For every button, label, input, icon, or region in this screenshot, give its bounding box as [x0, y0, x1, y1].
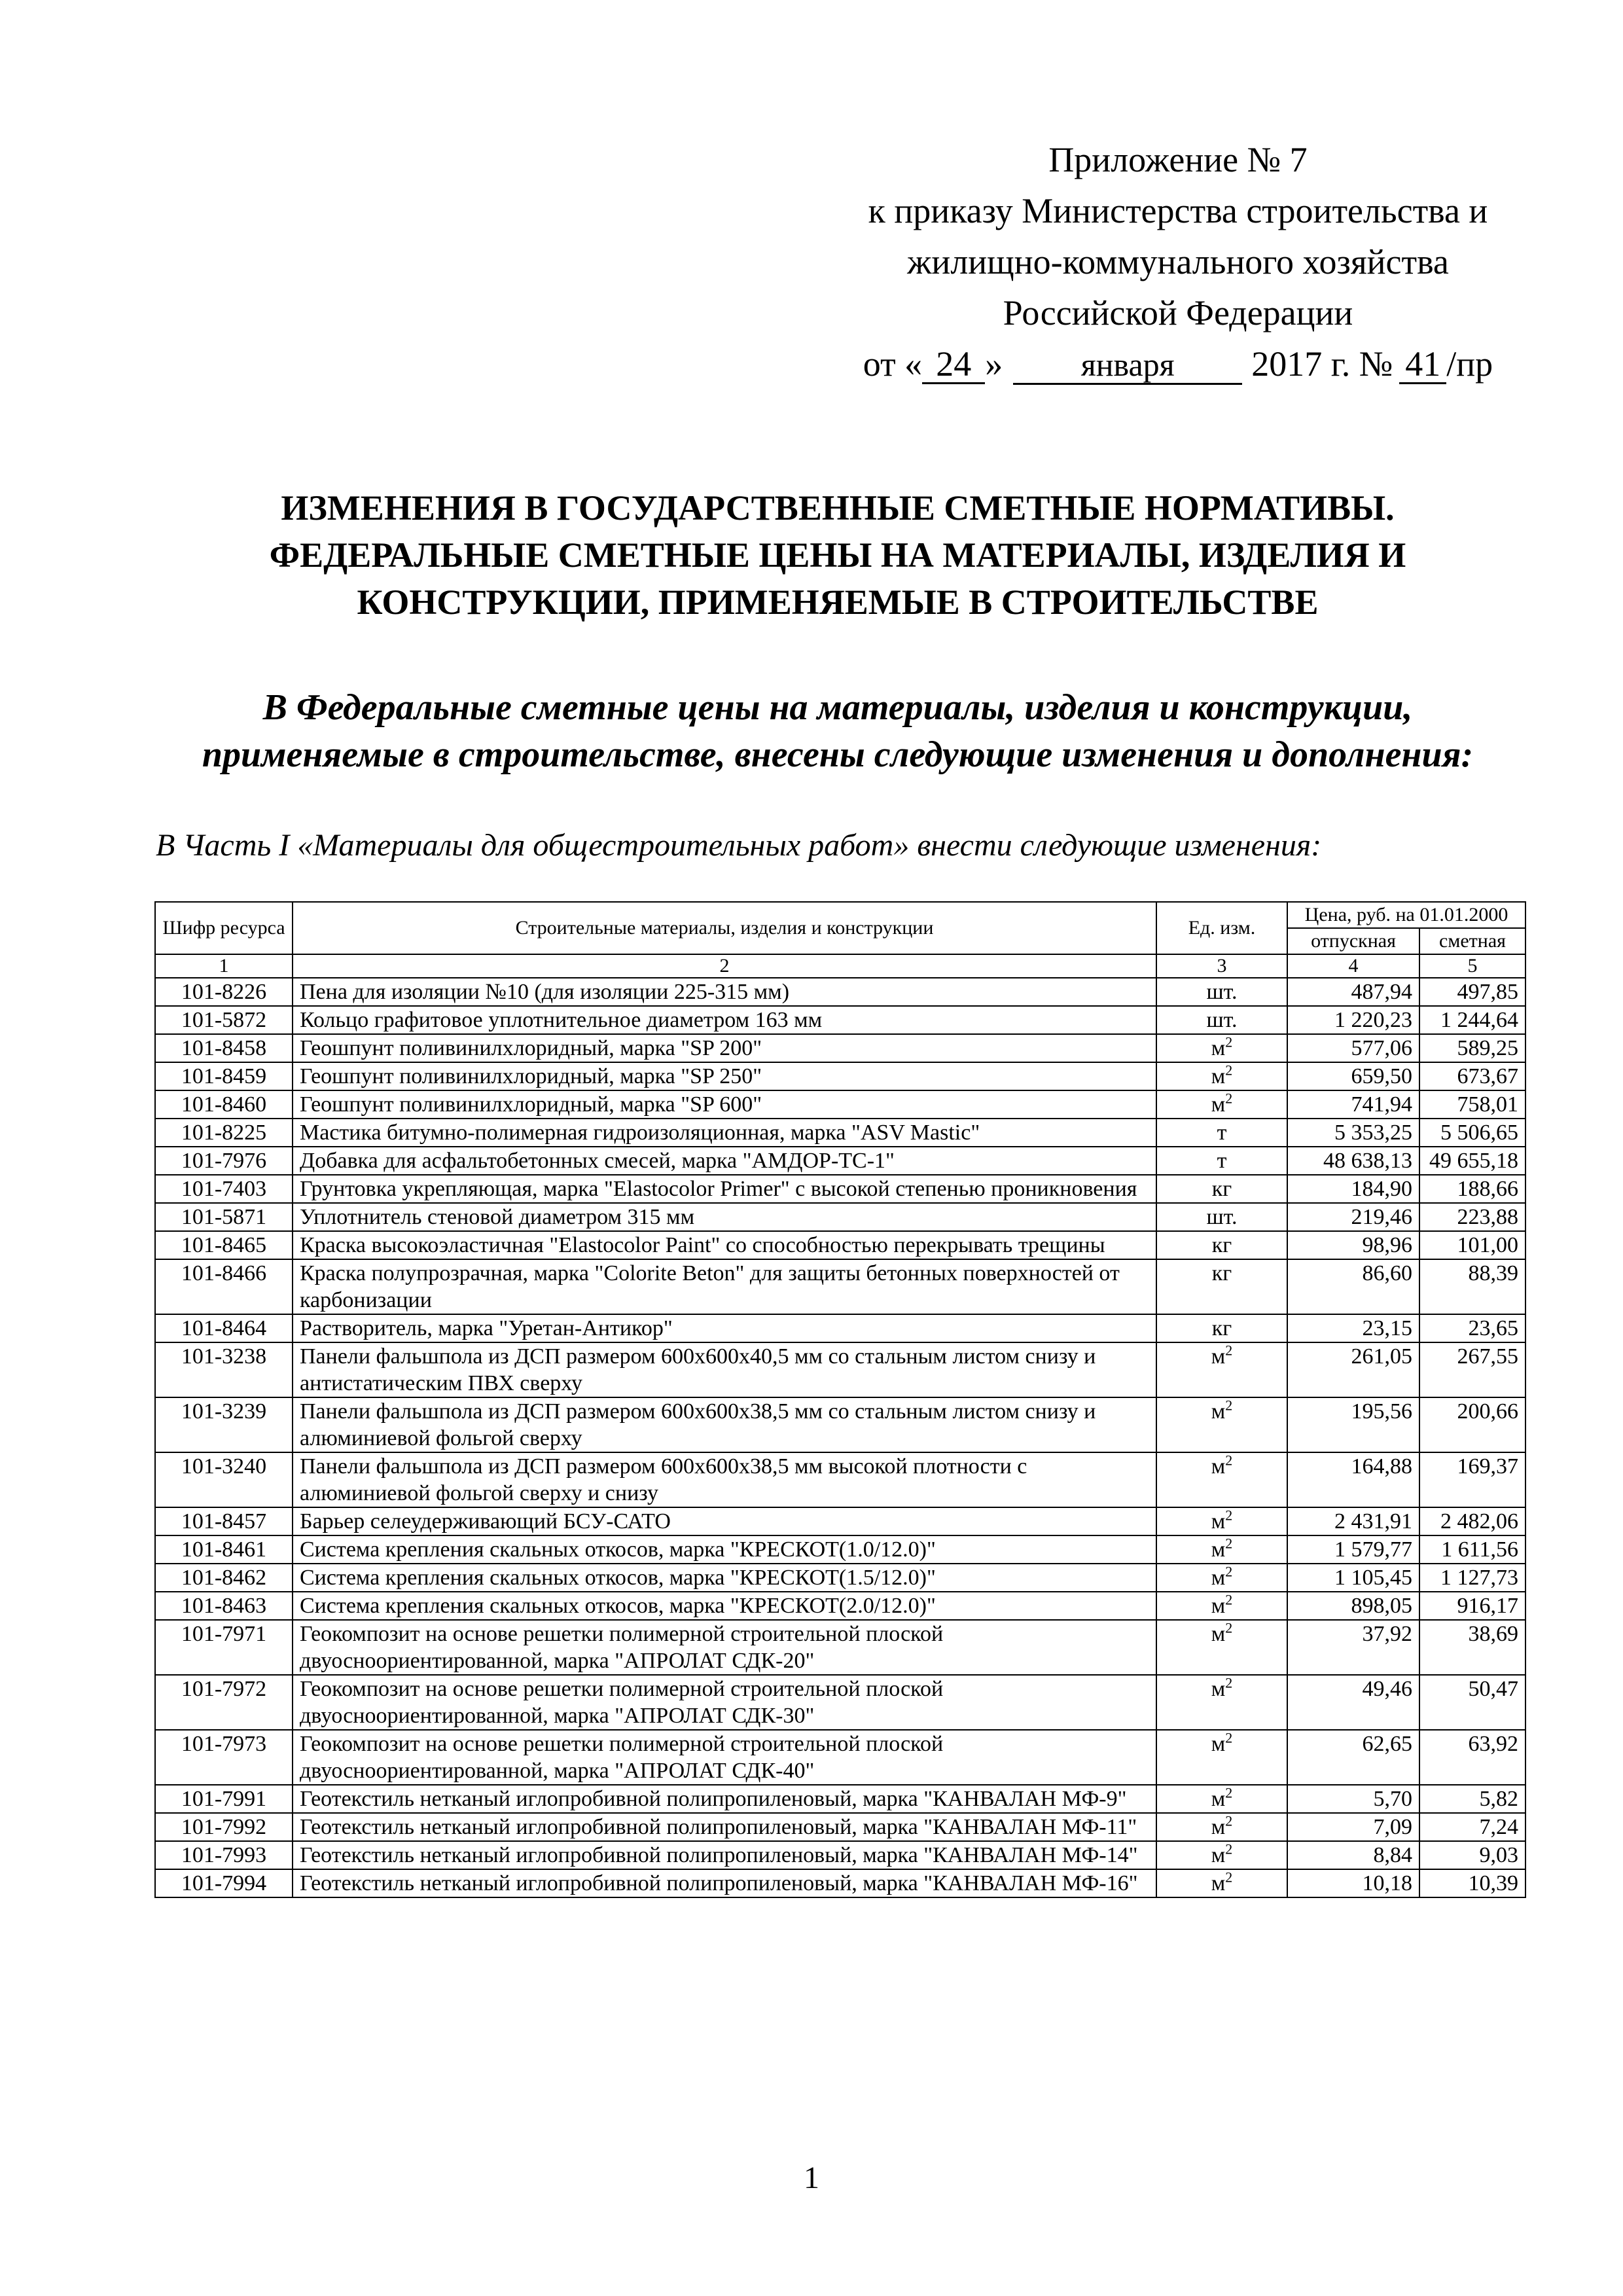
cell-code: 101-8225: [155, 1119, 293, 1147]
table-row: [155, 1535, 1525, 1564]
cell-unit: [1156, 1090, 1287, 1119]
cell-unit: [1156, 1620, 1287, 1675]
order-year: 2017 г. №: [1251, 344, 1393, 384]
cell-estimate-price: 63,92: [1419, 1730, 1525, 1785]
part-intro: В Часть I «Материалы для общестроительных работ» внести следующие изменения:: [156, 828, 1322, 863]
cell-name: Добавка для асфальтобетонных смесей, марка "АМДОР-ТС-1": [293, 1147, 1156, 1175]
unit-exponent: 2: [1225, 1452, 1233, 1469]
order-day: 24: [922, 346, 985, 384]
subtitle-line-2: применяемые в строительстве, внесены следующие изменения и дополнения:: [202, 734, 1474, 775]
cell-unit: [1156, 1397, 1287, 1452]
cell-unit: [1156, 1203, 1287, 1231]
cell-code: 101-7403: [155, 1175, 293, 1203]
cell-release-price: 487,94: [1287, 978, 1419, 1006]
cell-release-price: 184,90: [1287, 1175, 1419, 1203]
cell-unit: [1156, 1062, 1287, 1090]
cell-code: 101-8463: [155, 1592, 293, 1620]
cell-estimate-price: 88,39: [1419, 1259, 1525, 1314]
cell-name: Растворитель, марка "Уретан-Антикор": [293, 1314, 1156, 1342]
cell-name: Геотекстиль нетканый иглопробивной полипропиленовый, марка "КАНВАЛАН МФ-14": [293, 1841, 1156, 1869]
cell-code: 101-7992: [155, 1813, 293, 1841]
cell-code: 101-8461: [155, 1535, 293, 1564]
table-row: [155, 1006, 1525, 1034]
cell-code: 101-5871: [155, 1203, 293, 1231]
cell-code: 101-8462: [155, 1564, 293, 1592]
cell-code: 101-7976: [155, 1147, 293, 1175]
cell-unit: [1156, 1231, 1287, 1259]
table-row: [155, 1564, 1525, 1592]
unit-exponent: 2: [1225, 1507, 1233, 1524]
unit-text: м: [1211, 1399, 1226, 1424]
cell-unit: [1156, 1535, 1287, 1564]
unit-text: м: [1211, 1871, 1226, 1895]
cell-name: Система крепления скальных откосов, марка "КРЕСКОТ(1.5/12.0)": [293, 1564, 1156, 1592]
unit-text: м: [1211, 1344, 1226, 1369]
cell-name: Система крепления скальных откосов, марка "КРЕСКОТ(2.0/12.0)": [293, 1592, 1156, 1620]
table-row: [155, 1507, 1525, 1535]
cell-unit: [1156, 1119, 1287, 1147]
unit-text: м: [1211, 1843, 1226, 1867]
table-row: [155, 1034, 1525, 1062]
cell-name: Краска высокоэластичная "Elastocolor Paint" со способностью перекрывать трещины: [293, 1231, 1156, 1259]
table-row: [155, 1730, 1525, 1785]
cell-release-price: 5 353,25: [1287, 1119, 1419, 1147]
unit-text: м: [1211, 1677, 1226, 1701]
cell-release-price: 195,56: [1287, 1397, 1419, 1452]
cell-name: Геотекстиль нетканый иглопробивной полипропиленовый, марка "КАНВАЛАН МФ-11": [293, 1813, 1156, 1841]
unit-exponent: 2: [1225, 1342, 1233, 1359]
cell-unit: [1156, 1869, 1287, 1897]
unit-exponent: 2: [1225, 1674, 1233, 1691]
unit-exponent: 2: [1225, 1784, 1233, 1801]
cell-name: Геокомпозит на основе решетки полимерной строительной плоской двуосноориентированной, марка "АПРОЛАТ СДК-40": [293, 1730, 1156, 1785]
order-reference-line-3: Российской Федерации: [1003, 293, 1353, 332]
cell-release-price: 23,15: [1287, 1314, 1419, 1342]
cell-estimate-price: 49 655,18: [1419, 1147, 1525, 1175]
column-number: 4: [1287, 954, 1419, 978]
title-line-2: ФЕДЕРАЛЬНЫЕ СМЕТНЫЕ ЦЕНЫ НА МАТЕРИАЛЫ, ИЗДЕЛИЯ И: [269, 535, 1406, 575]
table-row: [155, 1592, 1525, 1620]
cell-estimate-price: 200,66: [1419, 1397, 1525, 1452]
cell-release-price: 10,18: [1287, 1869, 1419, 1897]
cell-unit: [1156, 1813, 1287, 1841]
header-price-group: Цена, руб. на 01.01.2000: [1287, 902, 1525, 928]
cell-unit: [1156, 1259, 1287, 1314]
order-number: 41: [1399, 346, 1446, 384]
table-row: [155, 1259, 1525, 1314]
title-line-1: ИЗМЕНЕНИЯ В ГОСУДАРСТВЕННЫЕ СМЕТНЫЕ НОРМАТИВЫ.: [281, 488, 1395, 528]
cell-code: 101-7972: [155, 1675, 293, 1730]
cell-unit: [1156, 1592, 1287, 1620]
unit-text: кг: [1211, 1261, 1232, 1285]
cell-estimate-price: 267,55: [1419, 1342, 1525, 1397]
unit-text: м: [1211, 1815, 1226, 1839]
unit-exponent: 2: [1225, 1619, 1233, 1636]
unit-text: т: [1217, 1121, 1227, 1145]
table-row: [155, 1342, 1525, 1397]
cell-release-price: 48 638,13: [1287, 1147, 1419, 1175]
header-code: Шифр ресурса: [155, 902, 293, 954]
column-number: 1: [155, 954, 293, 978]
column-number: 5: [1419, 954, 1525, 978]
table-row: [155, 1175, 1525, 1203]
header-unit: Ед. изм.: [1156, 902, 1287, 954]
cell-estimate-price: 188,66: [1419, 1175, 1525, 1203]
unit-text: м: [1211, 1594, 1226, 1618]
cell-unit: [1156, 1175, 1287, 1203]
subtitle-line-1: В Федеральные сметные цены на материалы, изделия и конструкции,: [262, 687, 1413, 728]
order-reference-line-2: жилищно-коммунального хозяйства: [907, 242, 1449, 281]
unit-text: кг: [1211, 1233, 1232, 1257]
cell-release-price: 86,60: [1287, 1259, 1419, 1314]
document-header: [812, 134, 1544, 389]
table-row: [155, 1452, 1525, 1507]
cell-release-price: 1 105,45: [1287, 1564, 1419, 1592]
cell-estimate-price: 10,39: [1419, 1869, 1525, 1897]
cell-unit: [1156, 1452, 1287, 1507]
cell-name: Геошпунт поливинилхлоридный, марка "SP 200": [293, 1034, 1156, 1062]
cell-unit: [1156, 1675, 1287, 1730]
cell-code: 101-8466: [155, 1259, 293, 1314]
cell-name: Геотекстиль нетканый иглопробивной полипропиленовый, марка "КАНВАЛАН МФ-16": [293, 1869, 1156, 1897]
cell-unit: [1156, 1314, 1287, 1342]
table-row: [155, 1675, 1525, 1730]
cell-estimate-price: 1 127,73: [1419, 1564, 1525, 1592]
cell-release-price: 2 431,91: [1287, 1507, 1419, 1535]
cell-release-price: 1 220,23: [1287, 1006, 1419, 1034]
column-number: 2: [293, 954, 1156, 978]
cell-estimate-price: 169,37: [1419, 1452, 1525, 1507]
cell-estimate-price: 23,65: [1419, 1314, 1525, 1342]
page-title: [151, 484, 1525, 626]
unit-text: м: [1211, 1622, 1226, 1646]
order-prefix: от «: [863, 344, 923, 384]
cell-code: 101-8464: [155, 1314, 293, 1342]
unit-text: м: [1211, 1509, 1226, 1534]
cell-unit: [1156, 1034, 1287, 1062]
unit-exponent: 2: [1225, 1840, 1233, 1857]
cell-name: Кольцо графитовое уплотнительное диаметром 163 мм: [293, 1006, 1156, 1034]
page-number: 1: [804, 2161, 819, 2195]
unit-text: м: [1211, 1454, 1226, 1479]
table-row: [155, 1813, 1525, 1841]
unit-exponent: 2: [1225, 1729, 1233, 1746]
cell-release-price: 37,92: [1287, 1620, 1419, 1675]
title-line-3: КОНСТРУКЦИИ, ПРИМЕНЯЕМЫЕ В СТРОИТЕЛЬСТВЕ: [357, 583, 1319, 622]
cell-release-price: 1 579,77: [1287, 1535, 1419, 1564]
cell-code: 101-8457: [155, 1507, 293, 1535]
order-reference-line-1: к приказу Министерства строительства и: [868, 191, 1488, 230]
cell-release-price: 577,06: [1287, 1034, 1419, 1062]
cell-name: Мастика битумно-полимерная гидроизоляционная, марка "ASV Mastic": [293, 1119, 1156, 1147]
table-row: [155, 1620, 1525, 1675]
cell-code: 101-8226: [155, 978, 293, 1006]
cell-name: Пена для изоляции №10 (для изоляции 225-315 мм): [293, 978, 1156, 1006]
cell-name: Панели фальшпола из ДСП размером 600x600x38,5 мм высокой плотности с алюминиевой фольгой сверху и снизу: [293, 1452, 1156, 1507]
cell-name: Геошпунт поливинилхлоридный, марка "SP 250": [293, 1062, 1156, 1090]
cell-unit: [1156, 1564, 1287, 1592]
cell-unit: [1156, 1147, 1287, 1175]
cell-name: Панели фальшпола из ДСП размером 600x600x38,5 мм со стальным листом снизу и алюминиевой фольгой сверху: [293, 1397, 1156, 1452]
cell-name: Уплотнитель стеновой диаметром 315 мм: [293, 1203, 1156, 1231]
cell-release-price: 164,88: [1287, 1452, 1419, 1507]
cell-name: Геошпунт поливинилхлоридный, марка "SP 600": [293, 1090, 1156, 1119]
unit-exponent: 2: [1225, 1397, 1233, 1414]
unit-text: шт.: [1206, 980, 1238, 1004]
cell-release-price: 261,05: [1287, 1342, 1419, 1397]
cell-code: 101-8458: [155, 1034, 293, 1062]
table-row: [155, 1090, 1525, 1119]
cell-release-price: 741,94: [1287, 1090, 1419, 1119]
cell-estimate-price: 5 506,65: [1419, 1119, 1525, 1147]
cell-release-price: 8,84: [1287, 1841, 1419, 1869]
table-row: [155, 1785, 1525, 1813]
cell-code: 101-8465: [155, 1231, 293, 1259]
cell-estimate-price: 916,17: [1419, 1592, 1525, 1620]
cell-code: 101-5872: [155, 1006, 293, 1034]
cell-estimate-price: 5,82: [1419, 1785, 1525, 1813]
cell-release-price: 219,46: [1287, 1203, 1419, 1231]
unit-text: м: [1211, 1537, 1226, 1562]
unit-exponent: 2: [1225, 1869, 1233, 1886]
cell-code: 101-7973: [155, 1730, 293, 1785]
unit-exponent: 2: [1225, 1591, 1233, 1608]
cell-unit: [1156, 1006, 1287, 1034]
cell-unit: [1156, 1785, 1287, 1813]
appendix-number: Приложение № 7: [1048, 140, 1308, 179]
table-row: [155, 1147, 1525, 1175]
subtitle: [151, 684, 1525, 778]
cell-code: 101-8459: [155, 1062, 293, 1090]
cell-estimate-price: 101,00: [1419, 1231, 1525, 1259]
table-body: [155, 978, 1525, 1897]
unit-exponent: 2: [1225, 1090, 1233, 1107]
cell-name: Геокомпозит на основе решетки полимерной строительной плоской двуосноориентированной, марка "АПРОЛАТ СДК-20": [293, 1620, 1156, 1675]
unit-text: м: [1211, 1732, 1226, 1756]
cell-estimate-price: 1 611,56: [1419, 1535, 1525, 1564]
cell-estimate-price: 50,47: [1419, 1675, 1525, 1730]
table-row: [155, 1314, 1525, 1342]
cell-release-price: 49,46: [1287, 1675, 1419, 1730]
cell-unit: [1156, 1730, 1287, 1785]
cell-unit: [1156, 1342, 1287, 1397]
cell-estimate-price: 9,03: [1419, 1841, 1525, 1869]
cell-code: 101-7994: [155, 1869, 293, 1897]
order-month: января: [1013, 346, 1242, 385]
unit-exponent: 2: [1225, 1563, 1233, 1580]
cell-name: Геотекстиль нетканый иглопробивной полипропиленовый, марка "КАНВАЛАН МФ-9": [293, 1785, 1156, 1813]
column-number: 3: [1156, 954, 1287, 978]
order-date-line: [812, 338, 1544, 389]
cell-estimate-price: 589,25: [1419, 1034, 1525, 1062]
unit-exponent: 2: [1225, 1033, 1233, 1050]
unit-text: шт.: [1206, 1008, 1238, 1032]
order-suffix: /пр: [1446, 344, 1493, 384]
cell-estimate-price: 2 482,06: [1419, 1507, 1525, 1535]
header-estimate-price: сметная: [1419, 928, 1525, 954]
cell-release-price: 7,09: [1287, 1813, 1419, 1841]
unit-text: м: [1211, 1064, 1226, 1088]
cell-estimate-price: 673,67: [1419, 1062, 1525, 1090]
unit-text: т: [1217, 1149, 1227, 1173]
unit-text: кг: [1211, 1316, 1232, 1340]
unit-text: м: [1211, 1787, 1226, 1811]
cell-name: Панели фальшпола из ДСП размером 600x600x40,5 мм со стальным листом снизу и антистатическим ПВХ сверху: [293, 1342, 1156, 1397]
unit-exponent: 2: [1225, 1062, 1233, 1079]
cell-code: 101-3239: [155, 1397, 293, 1452]
table-row: [155, 1119, 1525, 1147]
cell-estimate-price: 7,24: [1419, 1813, 1525, 1841]
cell-release-price: 98,96: [1287, 1231, 1419, 1259]
header-release-price: отпускная: [1287, 928, 1419, 954]
table-row: [155, 978, 1525, 1006]
column-number-row: [155, 954, 1525, 978]
cell-code: 101-8460: [155, 1090, 293, 1119]
cell-release-price: 62,65: [1287, 1730, 1419, 1785]
table-row: [155, 1841, 1525, 1869]
cell-estimate-price: 1 244,64: [1419, 1006, 1525, 1034]
cell-code: 101-3238: [155, 1342, 293, 1397]
cell-unit: [1156, 1841, 1287, 1869]
cell-name: Грунтовка укрепляющая, марка "Elastocolor Primer" с высокой степенью проникновения: [293, 1175, 1156, 1203]
order-mid: »: [985, 344, 1003, 384]
cell-estimate-price: 758,01: [1419, 1090, 1525, 1119]
table-row: [155, 1231, 1525, 1259]
cell-unit: [1156, 978, 1287, 1006]
cell-name: Барьер селеудерживающий БСУ-САТО: [293, 1507, 1156, 1535]
table-row: [155, 1062, 1525, 1090]
unit-text: м: [1211, 1092, 1226, 1117]
header-name: Строительные материалы, изделия и конструкции: [293, 902, 1156, 954]
cell-code: 101-3240: [155, 1452, 293, 1507]
unit-text: шт.: [1206, 1205, 1238, 1229]
unit-text: м: [1211, 1566, 1226, 1590]
cell-estimate-price: 497,85: [1419, 978, 1525, 1006]
cell-name: Геокомпозит на основе решетки полимерной строительной плоской двуосноориентированной, марка "АПРОЛАТ СДК-30": [293, 1675, 1156, 1730]
unit-text: м: [1211, 1036, 1226, 1060]
unit-text: кг: [1211, 1177, 1232, 1201]
table-row: [155, 1397, 1525, 1452]
cell-name: Краска полупрозрачная, марка "Colorite Beton" для защиты бетонных поверхностей от карбонизации: [293, 1259, 1156, 1314]
cell-estimate-price: 38,69: [1419, 1620, 1525, 1675]
cell-release-price: 898,05: [1287, 1592, 1419, 1620]
cell-release-price: 5,70: [1287, 1785, 1419, 1813]
cell-name: Система крепления скальных откосов, марка "КРЕСКОТ(1.0/12.0)": [293, 1535, 1156, 1564]
cell-unit: [1156, 1507, 1287, 1535]
table-row: [155, 1869, 1525, 1897]
cell-code: 101-7993: [155, 1841, 293, 1869]
table-row: [155, 1203, 1525, 1231]
cell-code: 101-7991: [155, 1785, 293, 1813]
price-table: [154, 901, 1526, 1898]
cell-code: 101-7971: [155, 1620, 293, 1675]
unit-exponent: 2: [1225, 1812, 1233, 1829]
cell-release-price: 659,50: [1287, 1062, 1419, 1090]
cell-estimate-price: 223,88: [1419, 1203, 1525, 1231]
unit-exponent: 2: [1225, 1535, 1233, 1552]
